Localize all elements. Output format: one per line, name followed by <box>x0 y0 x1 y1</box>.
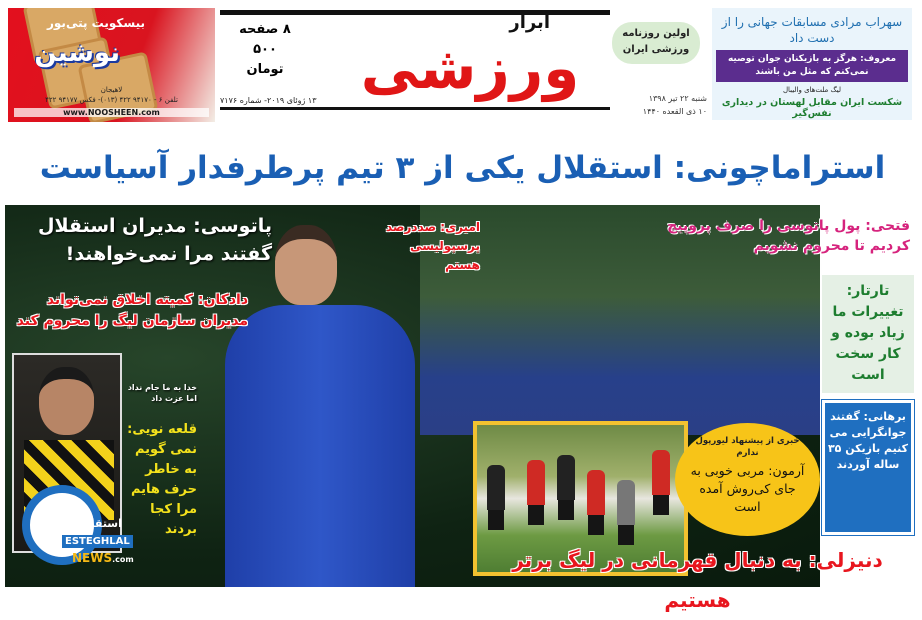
player <box>652 450 670 495</box>
date-lunar: ۱۰ ذی القعده ۱۴۴۰ <box>642 107 707 116</box>
ad-city: لاهیجان <box>100 86 123 94</box>
watermark-text <box>72 551 134 565</box>
main-headline[interactable]: استراماچونی: استقلال یکی از ۳ تیم پرطرفدار آسیاست <box>39 150 886 186</box>
date <box>612 92 707 118</box>
ad-website[interactable]: www.NOOSHEEN.com <box>14 108 209 117</box>
top-news-green-headline: شکست ایران مقابل لهستان در دیداری نفس‌گیر <box>721 97 903 119</box>
top-news-headline: سهراب مرادی مسابقات جهانی را از دست داد <box>721 15 903 45</box>
watermark-persian: استقلال <box>77 517 122 530</box>
coach-shirt <box>225 305 415 587</box>
player <box>527 460 545 505</box>
story-patosi[interactable]: پاتوسی: مدیران استقلال گفتند مرا نمی‌خواهند! <box>37 215 272 265</box>
logo-main-text: ورزشی <box>360 34 580 102</box>
story-armoon[interactable] <box>675 423 820 536</box>
esteghlal-news-watermark <box>22 485 132 575</box>
page-count: ۸ صفحه <box>239 22 291 37</box>
player <box>557 455 575 500</box>
player <box>617 480 635 525</box>
ghalenoei-kicker: خدا به ما جام نداد اما عزت داد <box>127 383 197 403</box>
watermark-suffix: .com <box>112 555 134 564</box>
newspaper-logo <box>360 10 580 110</box>
badge-line: اولین روزنامه <box>622 28 690 39</box>
ad-slogan: بیسکویت پتی‌بور <box>47 16 145 30</box>
watermark-text: ESTEGHLAL <box>62 535 133 548</box>
armoon-kicker: خبری از پیشنهاد لیورپول ندارم <box>695 436 800 458</box>
logo-small-text: ابرار <box>509 12 550 33</box>
story-fathi[interactable]: فتحی: پول پاتوسی را صرف پروپیچ کردیم تا محروم نشویم <box>667 218 910 254</box>
armoon-headline: آرمون: مربی خوبی به جای کی‌روش آمده است <box>690 463 805 514</box>
issue-info: ۱۳ ژوئای ۲۰۱۹- شماره ۷۱۷۶ <box>220 96 317 105</box>
top-news-quote: معروف: هرگز به بازیکنان جوان توصیه نمی‌کنم که مثل من باشند <box>716 50 908 82</box>
price-block <box>235 20 295 80</box>
coach-photo <box>225 220 415 587</box>
noosheen-ad[interactable] <box>8 8 215 122</box>
price: ۵۰۰ تومان <box>246 42 284 77</box>
ad-contact: تلفن ۶ - ۹۴۱۷۰ ۴۲۲ (۰۱۳)- فکس ۹۴۱۷۷ ۴۲۲ <box>45 96 178 104</box>
top-news-box[interactable] <box>712 8 912 120</box>
coach-head <box>275 225 337 305</box>
story-amiri[interactable]: امیری: صددرصد پرسپولیسی هستم <box>385 220 480 272</box>
story-ghalenoei[interactable]: قلعه نویی: نمی گویم به خاطر حرف هایم مرا کجا بردند <box>127 422 197 537</box>
watermark-news: NEWS <box>72 551 113 565</box>
player <box>587 470 605 515</box>
badge <box>612 22 700 64</box>
player <box>487 465 505 510</box>
story-denizli[interactable]: دنیزلی: به دنبال قهرمانی در لیگ برتر هستیم <box>512 548 883 612</box>
badge-line: ورزشی ایران <box>622 44 690 55</box>
ad-brand: نوشین <box>34 38 120 68</box>
face <box>39 367 94 435</box>
date-solar: شنبه ۲۲ تیر ۱۳۹۸ <box>648 94 707 103</box>
story-borhani[interactable]: برهانی: گفتند جوانگرایی می کنیم بازیکن ۳۵ ساله آوردند <box>822 400 914 535</box>
story-dadkan[interactable]: دادکان: کمیته اخلاق نمی‌تواند مدیران سازمان لیگ را محروم کند <box>16 292 248 329</box>
top-news-kicker: لیگ ملت‌های والیبال <box>782 86 842 94</box>
story-tartar[interactable]: تارتار: تغییرات ما زیاد بوده و کار سخت است <box>822 275 914 393</box>
